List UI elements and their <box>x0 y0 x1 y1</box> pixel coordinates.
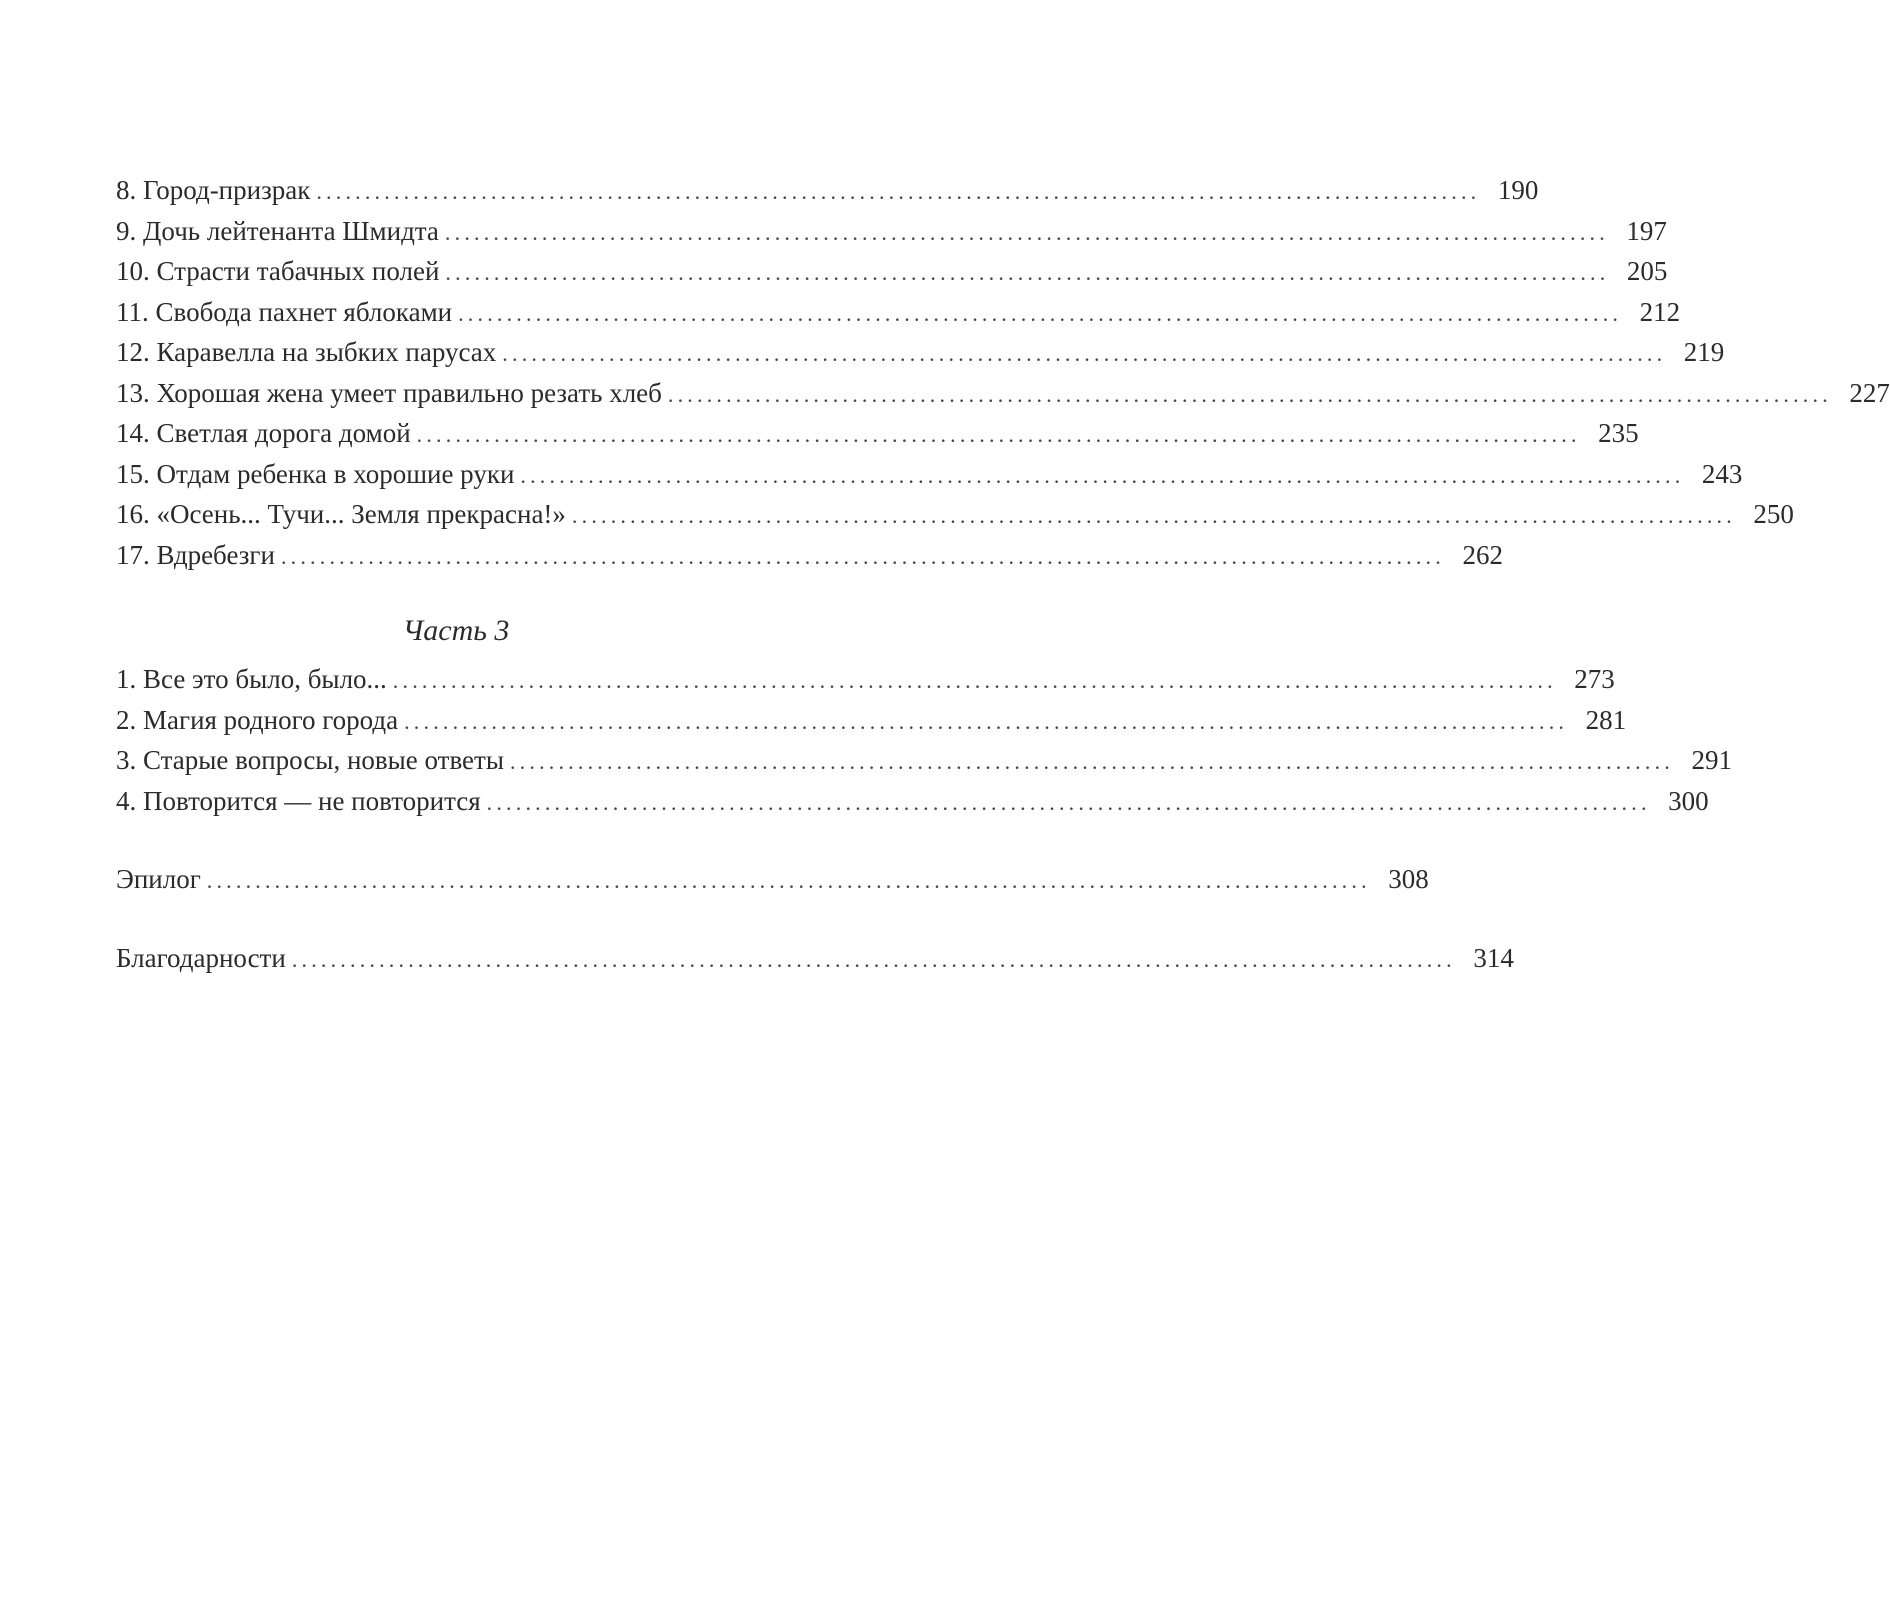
spacer <box>116 821 796 859</box>
toc-entry <box>116 494 1794 535</box>
toc-entry-title: 1. Все это было, было... <box>116 664 387 694</box>
dot-leader: ........................................................................................................................ <box>571 503 1736 528</box>
dot-leader: ........................................................................................................................ <box>444 219 1609 245</box>
part-heading: Часть 3 <box>402 614 510 647</box>
toc-entry-page: 235 <box>1598 418 1639 448</box>
toc-entry-title: 13. Хорошая жена умеет правильно резать хлеб <box>116 377 662 408</box>
toc-entry-epilogue <box>116 859 1429 900</box>
toc-entry-title: 15. Отдам ребенка в хорошие руки <box>116 458 515 489</box>
toc-entry <box>116 740 1732 781</box>
dot-leader: ........................................................................................................................ <box>316 179 1481 204</box>
toc-entry-title: 11. Свобода пахнет яблоками <box>116 296 453 327</box>
toc-entry <box>116 535 1503 576</box>
dot-leader: ........................................................................................................................ <box>520 462 1685 488</box>
dot-leader: ........................................................................................................................ <box>392 668 1557 693</box>
part3-list <box>116 659 1732 821</box>
toc-entry-title: Эпилог <box>116 864 201 894</box>
dot-leader: ........................................................................................................................ <box>206 868 1371 893</box>
toc-entry <box>116 700 1627 741</box>
toc-entry-page: 262 <box>1462 539 1503 570</box>
dot-leader: ........................................................................................................................ <box>667 381 1832 407</box>
toc-entry-page: 212 <box>1639 296 1681 327</box>
toc-entry-page: 291 <box>1691 745 1732 775</box>
toc-entry-title: 14. Светлая дорога домой <box>116 418 411 448</box>
toc-entry-page: 300 <box>1668 785 1709 816</box>
dot-leader: ........................................................................................................................ <box>486 789 1651 815</box>
dot-leader: ........................................................................................................................ <box>458 300 1623 326</box>
toc-entry-page: 219 <box>1683 337 1725 367</box>
toc-entry-page: 190 <box>1497 175 1539 205</box>
toc-entry-title: 10. Страсти табачных полей <box>116 256 440 286</box>
toc-entry-page: 281 <box>1585 704 1627 735</box>
toc-entry-title: 12. Каравелла на зыбких парусах <box>116 337 497 367</box>
toc-entry-page: 227 <box>1849 377 1890 408</box>
part2-list <box>116 170 1890 575</box>
toc-entry-title: 4. Повторится — не повторится <box>116 785 481 816</box>
dot-leader: ........................................................................................................................ <box>502 341 1667 366</box>
toc-entry-acknowledgements <box>116 938 1514 979</box>
toc-entry <box>116 454 1743 495</box>
toc-entry-title: 8. Город-призрак <box>116 175 311 205</box>
toc-entry-page: 273 <box>1574 664 1615 694</box>
toc-entry-title: 16. «Осень... Тучи... Земля прекрасна!» <box>116 499 566 529</box>
toc-entry <box>116 292 1681 333</box>
toc-entry-page: 243 <box>1701 458 1743 489</box>
toc-entry-page: 314 <box>1473 942 1514 973</box>
toc-entry <box>116 413 1639 454</box>
toc-entry <box>116 373 1890 414</box>
toc-entry-title: 3. Старые вопросы, новые ответы <box>116 745 504 775</box>
toc-entry <box>116 781 1709 822</box>
spacer <box>116 900 796 938</box>
toc-entry <box>116 211 1667 252</box>
dot-leader: ........................................................................................................................ <box>291 946 1456 972</box>
toc-entry-title: 17. Вдребезги <box>116 539 275 570</box>
toc-entry <box>116 659 1615 700</box>
toc-entry-title: 9. Дочь лейтенанта Шмидта <box>116 215 439 246</box>
dot-leader: ........................................................................................................................ <box>280 543 1445 569</box>
dot-leader: ........................................................................................................................ <box>445 260 1610 285</box>
toc-entry-page: 205 <box>1626 256 1668 286</box>
toc-entry-page: 308 <box>1388 864 1429 894</box>
toc-entry <box>116 170 1539 211</box>
toc-entry <box>116 251 1668 292</box>
toc-entry-page: 250 <box>1753 499 1794 529</box>
toc-entry-title: 2. Магия родного города <box>116 704 399 735</box>
toc-entry <box>116 332 1725 373</box>
toc-entry-title: Благодарности <box>116 942 286 973</box>
toc-entry-page: 197 <box>1626 215 1667 246</box>
dot-leader: ........................................................................................................................ <box>404 708 1569 734</box>
table-of-contents <box>116 170 1890 978</box>
dot-leader: ........................................................................................................................ <box>509 749 1674 774</box>
dot-leader: ........................................................................................................................ <box>416 422 1581 447</box>
